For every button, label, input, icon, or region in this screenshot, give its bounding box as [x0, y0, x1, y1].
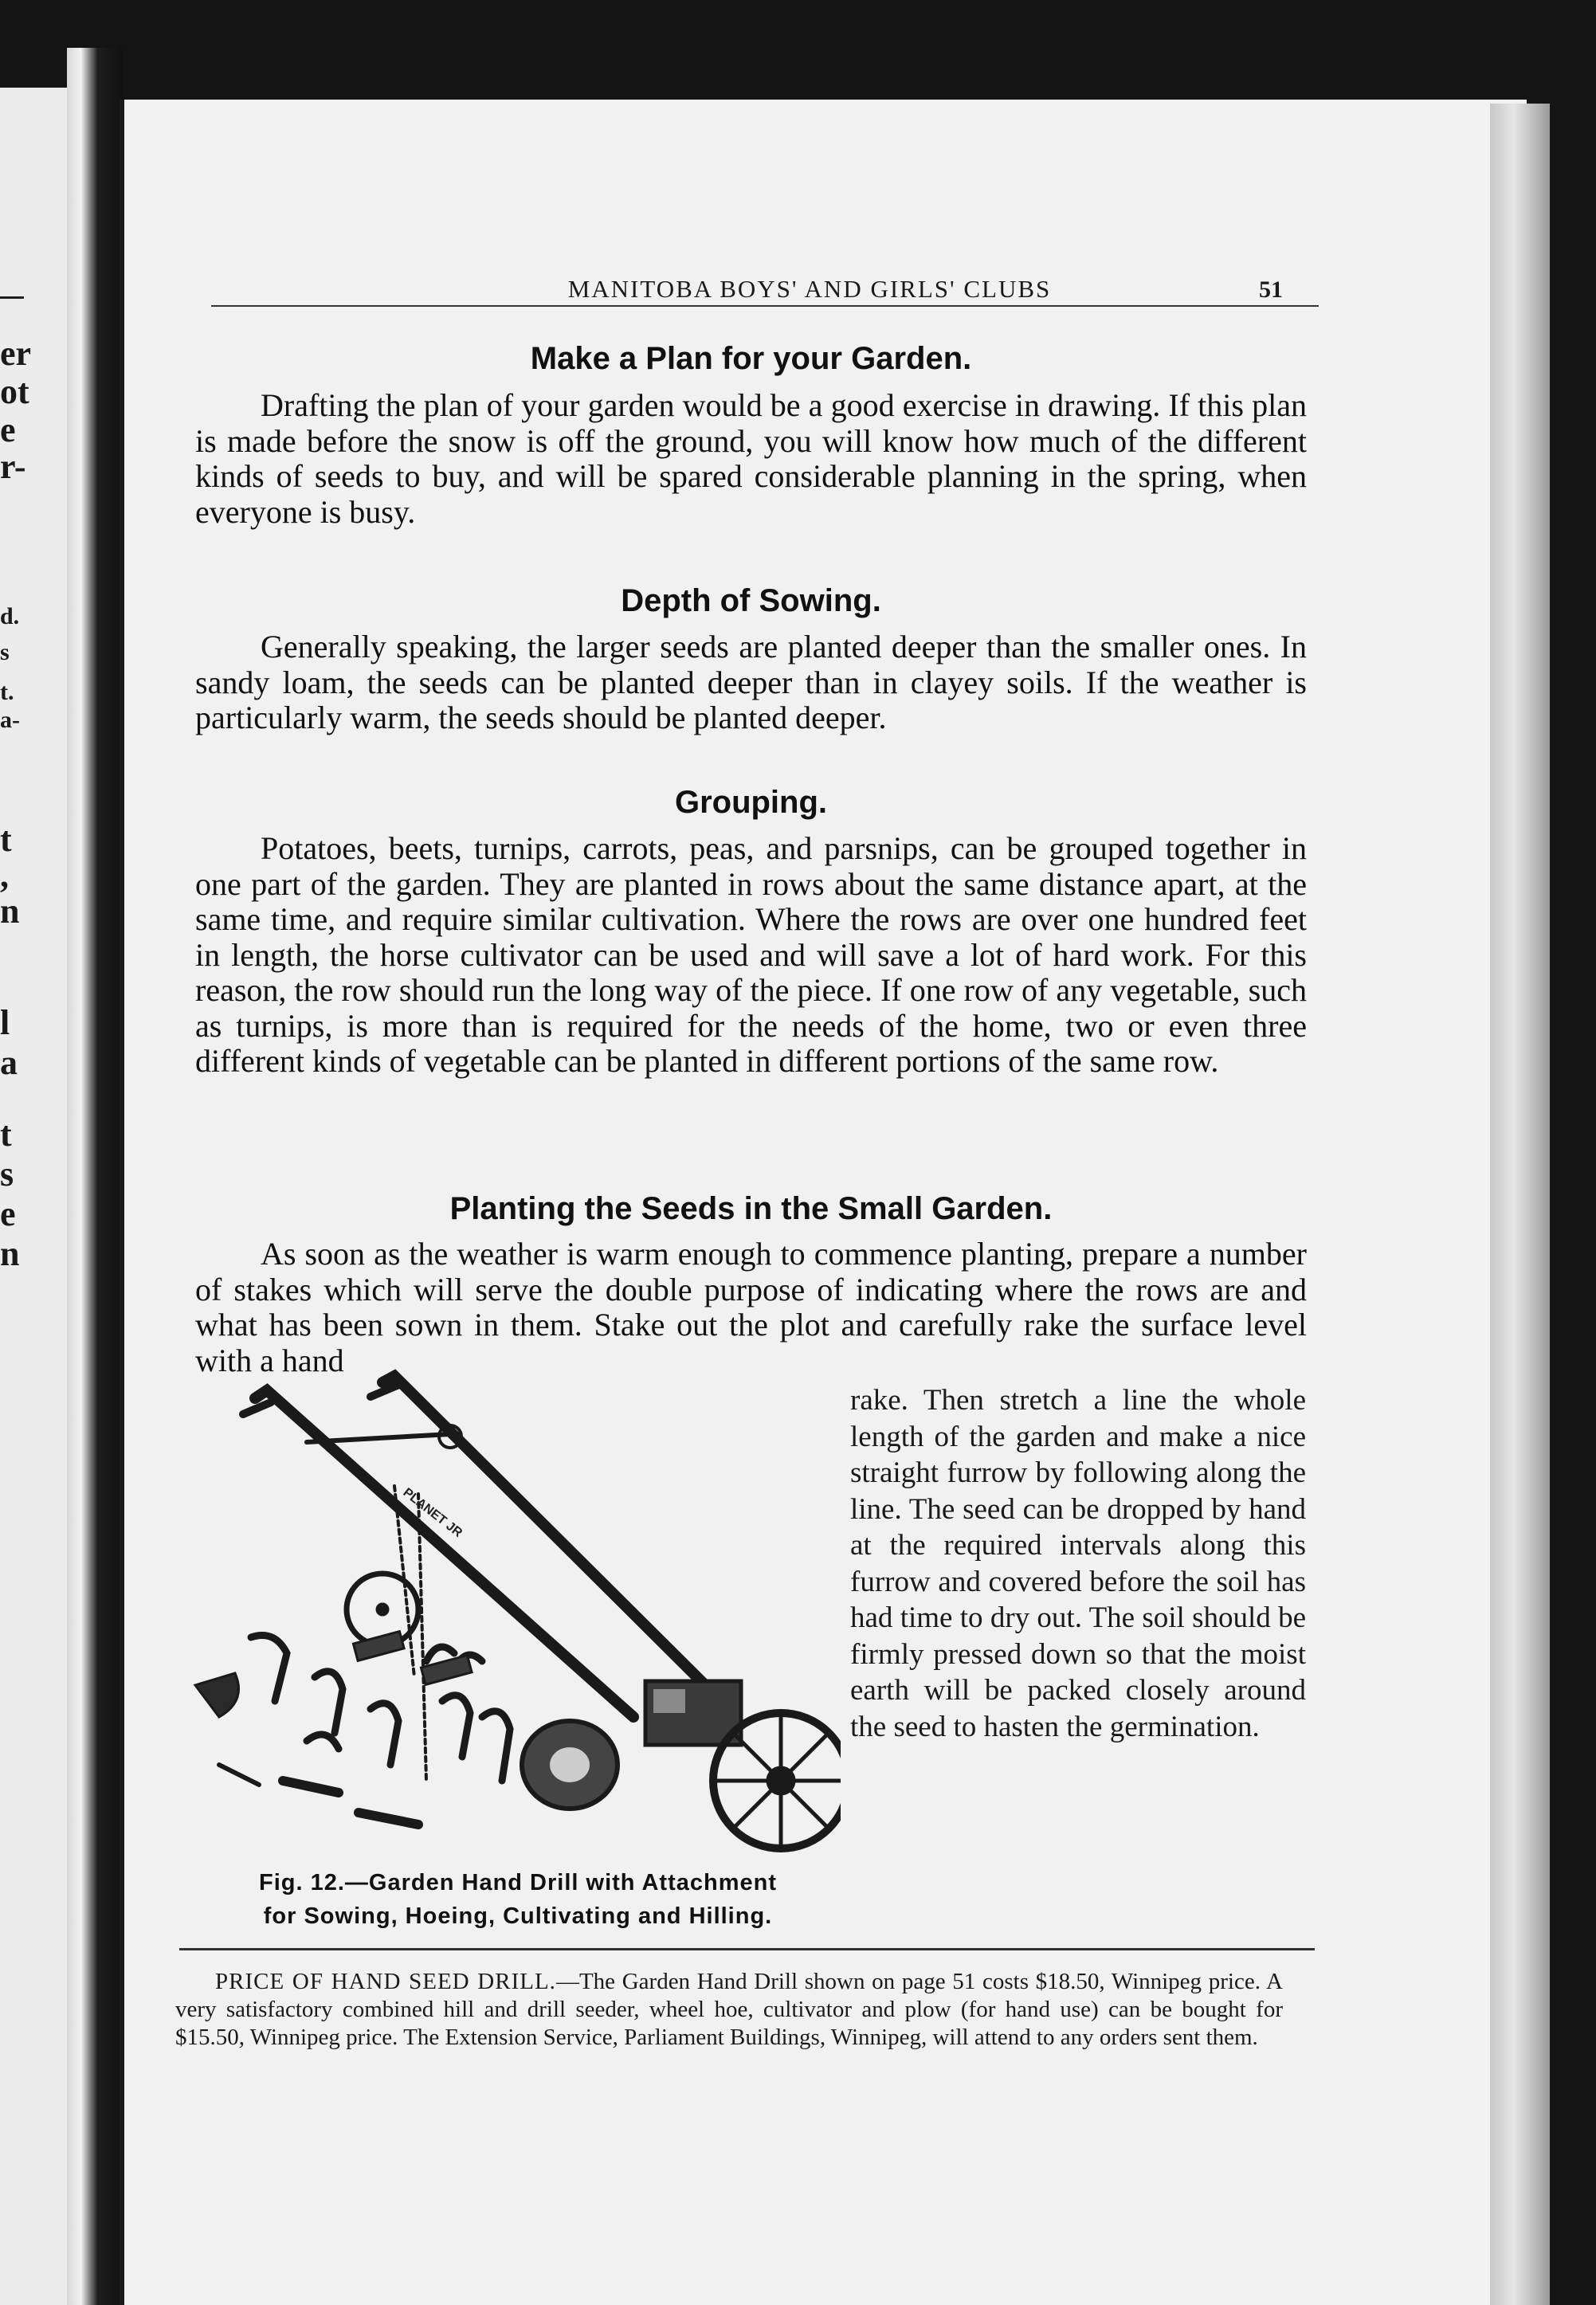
garden-hand-drill-illustration: [187, 1366, 841, 1864]
footnote-text: —The Garden Hand Drill shown on page 51 costs $18.50, Winnipeg price. A very satisfactory combined hill and drill seeder, wheel hoe, cultivator and plow (for hand use) can be bought for $15.50, Winnipeg price. The Extension Service, Parliament Buildings, Winnipeg, will attend to any orders sent them.: [175, 1969, 1283, 2050]
header-rule: [211, 305, 1319, 307]
margin-fragment: e: [0, 410, 16, 449]
margin-fragment: t: [0, 1115, 12, 1154]
margin-fragment: t: [0, 820, 12, 859]
section-body-wrap: rake. Then stretch a line the whole length of the garden and make a nice straight furrow by following along the line. The seed can be dropped by hand at the required intervals along this furrow and covered before the soil has had time to dry out. The soil should be firmly pressed down so that the moist earth will be packed closely around the seed to hasten the germination.: [850, 1384, 1306, 1743]
margin-fragment: er: [0, 334, 32, 373]
section-body: Drafting the plan of your garden would be a good exercise in drawing. If this plan is made before the snow is off the ground, you will know how much of the different kinds of seeds to buy, and will be spared considerable planning in the spring, when everyone is busy.: [195, 387, 1307, 530]
margin-fragment: a: [0, 1043, 18, 1082]
figure-caption: [191, 1866, 845, 1933]
caption-line: for Sowing, Hoeing, Cultivating and Hilling.: [263, 1903, 773, 1929]
section-heading: Make a Plan for your Garden.: [530, 341, 972, 376]
section-body: Potatoes, beets, turnips, carrots, peas, and parsnips, can be grouped together in one part of the garden. They are planted in rows about the same distance apart, at the same time, and require similar cultivation. Where the rows are over one hundred feet in length, the horse cultivator can be used and will save a lot of hard work. For this reason, the row should run the long way of the piece. If one row of any vegetable, such as turnips, is more than is required for the needs of the home, two or even three different kinds of vegetable can be planted in different portions of the same row.: [195, 830, 1307, 1079]
section-heading: Planting the Seeds in the Small Garden.: [449, 1191, 1053, 1226]
margin-fragment: d.: [0, 603, 20, 629]
margin-fragment: s: [0, 639, 10, 665]
footnote-rule: [179, 1948, 1315, 1950]
margin-fragment: ,: [0, 856, 9, 895]
page-number: 51: [1259, 276, 1283, 303]
section-body: As soon as the weather is warm enough to commence planting, prepare a number of stakes which will serve the double purpose of indicating where the rows are and what has been sown in them. Stake out the plot and carefully rake the surface level with a hand: [195, 1236, 1307, 1378]
page-header: [211, 275, 1319, 310]
facing-page-rule: [0, 296, 24, 299]
hand-drill-drawing: [187, 1366, 841, 1864]
section-heading: Depth of Sowing.: [621, 583, 881, 618]
margin-fragment: n: [0, 1234, 20, 1273]
page-edge: [1490, 104, 1550, 2305]
margin-fragment: e: [0, 1194, 16, 1233]
margin-fragment: l: [0, 1003, 10, 1042]
section-body: Generally speaking, the larger seeds are planted deeper than the smaller ones. In sandy loam, the seeds can be planted deeper than in clayey soils. If the weather is particularly warm, the seeds should be planted deeper.: [195, 629, 1307, 735]
footnote: [175, 1968, 1283, 2052]
margin-fragment: t.: [0, 679, 14, 705]
drill-brand-label: PLANET JR: [400, 1485, 465, 1540]
margin-fragment: a-: [0, 707, 20, 733]
caption-line: Fig. 12.—Garden Hand Drill with Attachment: [259, 1870, 777, 1895]
book-spine-shadow: [67, 48, 123, 2305]
running-head: MANITOBA BOYS' AND GIRLS' CLUBS: [478, 275, 1141, 304]
section-heading: Grouping.: [674, 785, 828, 820]
margin-fragment: n: [0, 892, 20, 931]
margin-fragment: r-: [0, 447, 26, 486]
margin-fragment: s: [0, 1154, 14, 1194]
footnote-lead: PRICE OF HAND SEED DRILL.: [215, 1969, 556, 1994]
margin-fragment: ot: [0, 372, 29, 411]
